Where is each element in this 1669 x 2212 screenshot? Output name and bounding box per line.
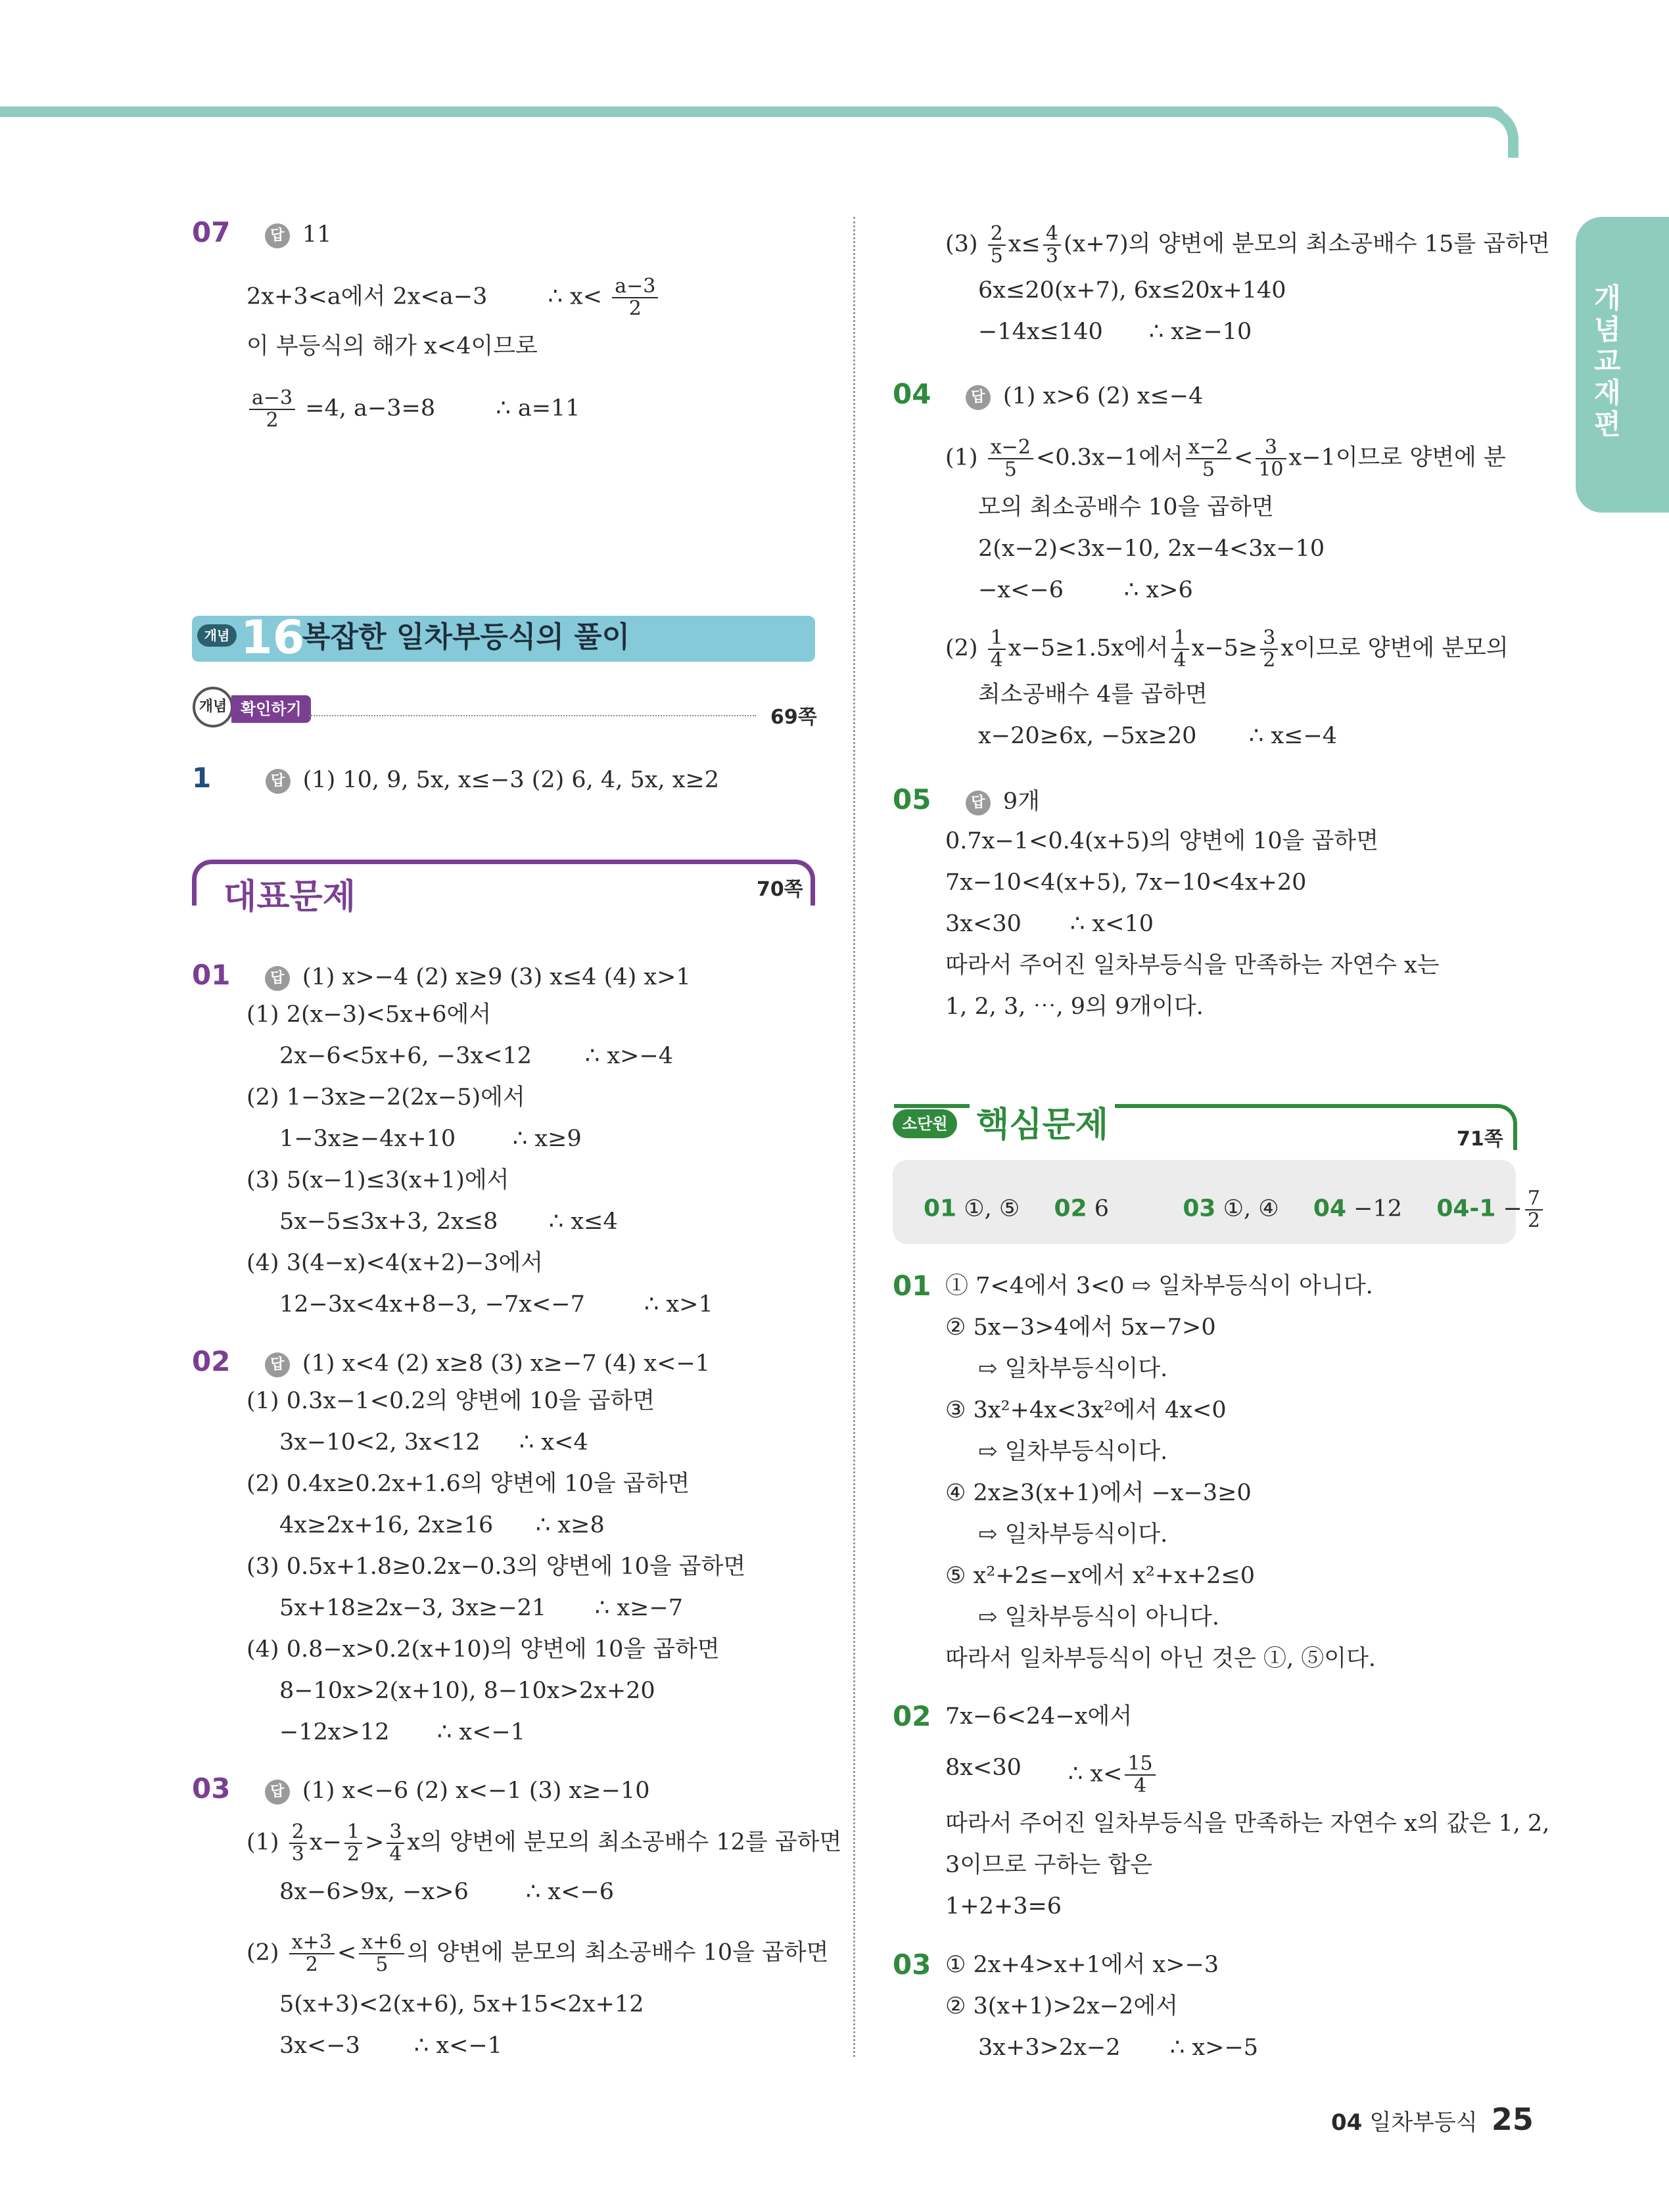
q03-part3: (3) $\frac{2}{5}$ x≤ $\frac{4}{3}$ (x+7)의 양변에 분모의 최소공배수 15를 곱하면 — [945, 222, 1550, 267]
footer-chapter: 일차부등식 — [1369, 2109, 1478, 2136]
footer — [1331, 2103, 1534, 2139]
core-page: 71쪽 — [1453, 1122, 1507, 1151]
side-tab-label: 개념교재편 — [1594, 282, 1621, 440]
q03-line: 5(x+3)<2(x+6), 5x+15<2x+12 — [279, 1991, 644, 2017]
answer-icon: 답 — [966, 385, 991, 410]
q07-step: =4, a−3=8 — [305, 395, 436, 422]
q02-number: 02 — [192, 1345, 231, 1377]
concept-badge: 개념 — [197, 624, 237, 647]
q01-header — [192, 961, 691, 992]
c01-line: ⇨ 일차부등식이 아니다. — [978, 1604, 1219, 1630]
q01-line: (4) 3(4−x)<4(x+2)−3에서 — [247, 1250, 544, 1276]
core-answer-val: ①, ⑤ — [964, 1195, 1020, 1222]
q05-answer: 9개 — [1002, 789, 1040, 815]
check-label: 확인하기 — [231, 695, 311, 723]
c03-result: ∴ x>−5 — [1170, 2035, 1259, 2061]
q04-line: −x<−6 — [978, 577, 1064, 603]
concept-number: 16 — [241, 611, 305, 664]
q04-header — [893, 380, 1203, 411]
c01-line: ③ 3x²+4x<3x²에서 4x<0 — [945, 1397, 1227, 1423]
c03-number: 03 — [893, 1948, 931, 1981]
core-title: 핵심문제 — [970, 1104, 1115, 1146]
q05-line: 3x<30 — [945, 911, 1022, 937]
core-answer-num: 01 — [924, 1195, 957, 1222]
fraction: $\frac{x+6}{5}$ — [359, 1932, 404, 1975]
q05-result: ∴ x<10 — [1070, 911, 1154, 937]
q03-part1: (1) $\frac{2}{3}$ x− $\frac{1}{2}$ > $\frac{3}{4}$ x의 양변에 분모의 최소공배수 12를 곱하면 — [247, 1820, 842, 1866]
check-page: 69쪽 — [770, 706, 817, 729]
c01-line: ① 7<4에서 3<0 ⇨ 일차부등식이 아니다. — [945, 1273, 1373, 1299]
fraction: $\frac{2}{3}$ — [289, 1822, 307, 1865]
q07-step: 2x+3<a에서 2x<a−3 — [247, 283, 488, 310]
q03-part2: (2) $\frac{x+3}{2}$ < $\frac{x+6}{5}$ 의 양변에 분모의 최소공배수 10을 곱하면 — [247, 1931, 829, 1976]
q03-line: 3x<−3 — [279, 2033, 360, 2059]
q01-number: 01 — [192, 959, 231, 991]
q07-number: 07 — [192, 216, 231, 248]
q07-result: ∴ a=11 — [496, 395, 580, 422]
q02-answer: (1) x<4 (2) x≥8 (3) x≥−7 (4) x<−1 — [302, 1350, 711, 1377]
c03-line: 3x+3>2x−2 — [978, 2035, 1121, 2061]
q01-line: (1) 2(x−3)<5x+6에서 — [247, 1002, 492, 1028]
q05-line: 1, 2, 3, ⋯, 9의 9개이다. — [945, 994, 1204, 1020]
c02-line: 따라서 주어진 일차부등식을 만족하는 자연수 x의 값은 1, 2, — [945, 1810, 1550, 1837]
q04-number: 04 — [893, 378, 931, 410]
q04-line: 2(x−2)<3x−10, 2x−4<3x−10 — [978, 536, 1325, 562]
core-answer-num: 02 — [1054, 1195, 1087, 1222]
q02-line: 8−10x>2(x+10), 8−10x>2x+20 — [279, 1678, 655, 1704]
c02-line: 7x−6<24−x에서 — [945, 1703, 1133, 1730]
rep-page: 70쪽 — [753, 873, 807, 902]
fraction: $\frac{3}{10}$ — [1256, 437, 1286, 480]
c01-line: ⇨ 일차부등식이다. — [978, 1439, 1168, 1465]
fraction: $\frac{4}{3}$ — [1043, 223, 1061, 267]
q02-line: 5x+18≥2x−3, 3x≥−21 — [279, 1595, 547, 1621]
q02-line: 4x≥2x+16, 2x≥16 — [279, 1512, 494, 1538]
q07-line2: 이 부등식의 해가 x<4이므로 — [247, 333, 538, 359]
q04-result: ∴ x≤−4 — [1249, 723, 1338, 749]
q07-line3 — [247, 388, 580, 431]
q01-result: ∴ x≥9 — [513, 1126, 582, 1152]
core-answer-val: ①, ④ — [1223, 1195, 1279, 1222]
answer-icon: 답 — [266, 769, 291, 794]
q03-result: ∴ x≥−10 — [1149, 319, 1252, 345]
core-answer-val: 6 — [1094, 1195, 1110, 1222]
c02-line: 3이므로 구하는 합은 — [945, 1852, 1152, 1878]
q04-line: 최소공배수 4를 곱하면 — [978, 681, 1208, 708]
q01-line: 1−3x≥−4x+10 — [279, 1126, 456, 1152]
q03-line: −14x≤140 — [978, 319, 1103, 345]
c02-number: 02 — [893, 1700, 931, 1732]
check-badge: 개념 — [193, 687, 233, 727]
c01-line: ② 5x−3>4에서 5x−7>0 — [945, 1314, 1216, 1341]
c03-line: ① 2x+4>x+1에서 x>−3 — [945, 1952, 1219, 1978]
c02-line: 1+2+3=6 — [945, 1893, 1062, 1920]
core-answers — [924, 1188, 1545, 1232]
fraction: $\frac{a-3}{2}$ — [249, 388, 295, 431]
q07-answer: 11 — [302, 221, 332, 248]
fraction: $\frac{3}{4}$ — [387, 1822, 404, 1865]
fraction: $\frac{x-2}{5}$ — [988, 437, 1033, 480]
q02-line: (1) 0.3x−1<0.2의 양변에 10을 곱하면 — [247, 1388, 655, 1414]
fraction: $\frac{2}{5}$ — [988, 223, 1006, 267]
q01-result: ∴ x>−4 — [585, 1043, 674, 1069]
q02-line: (4) 0.8−x>0.2(x+10)의 양변에 10을 곱하면 — [247, 1636, 720, 1663]
q03-number: 03 — [192, 1772, 231, 1805]
q01-line: (2) 1−3x≥−2(2x−5)에서 — [247, 1084, 525, 1111]
fraction: $\frac{x-2}{5}$ — [1186, 437, 1231, 480]
q1-row — [192, 764, 719, 795]
answer-icon: 답 — [265, 223, 290, 248]
q1-answer: (1) 10, 9, 5x, x≤−3 (2) 6, 4, 5x, x≥2 — [302, 767, 720, 793]
core-answer-val: −12 — [1353, 1195, 1403, 1222]
dotted-leader — [309, 715, 756, 716]
q07-line1 — [247, 276, 661, 319]
q07-result: ∴ x< — [548, 283, 603, 310]
q05-header — [893, 785, 1040, 816]
q01-result: ∴ x>1 — [644, 1291, 713, 1318]
q05-line: 0.7x−1<0.4(x+5)의 양변에 10을 곱하면 — [945, 828, 1379, 854]
q01-line: (3) 5(x−1)≤3(x+1)에서 — [247, 1167, 509, 1193]
q04-result: ∴ x>6 — [1124, 577, 1193, 603]
q01-result: ∴ x≤4 — [549, 1209, 618, 1235]
q01-line: 5x−5≤3x+3, 2x≤8 — [279, 1209, 498, 1235]
q01-answer: (1) x>−4 (2) x≥9 (3) x≤4 (4) x>1 — [302, 964, 691, 990]
q04-part1: (1) $\frac{x-2}{5}$ <0.3x−1에서 $\frac{x-2}{5}$ < $\frac{3}{10}$ x−1이므로 양변에 분 — [945, 436, 1506, 481]
c02-result: ∴ x< $\frac{15}{4}$ — [1068, 1753, 1158, 1797]
c01-line: ⇨ 일차부등식이다. — [978, 1521, 1168, 1548]
q02-line: (3) 0.5x+1.8≥0.2x−0.3의 양변에 10을 곱하면 — [247, 1554, 746, 1580]
c01-line: ④ 2x≥3(x+1)에서 −x−3≥0 — [945, 1480, 1252, 1506]
q05-number: 05 — [893, 783, 931, 816]
q02-line: 3x−10<2, 3x<12 — [279, 1429, 481, 1456]
q01-line: 12−3x<4x+8−3, −7x<−7 — [279, 1291, 585, 1318]
q02-line: −12x>12 — [279, 1719, 390, 1745]
answer-icon: 답 — [265, 966, 290, 991]
q03-result: ∴ x<−1 — [414, 2033, 503, 2059]
q02-result: ∴ x<4 — [519, 1429, 588, 1456]
q01-line: 2x−6<5x+6, −3x<12 — [279, 1043, 532, 1069]
fraction: $\frac{15}{4}$ — [1125, 1753, 1155, 1797]
fraction: $\frac{1}{2}$ — [344, 1822, 362, 1865]
answer-icon: 답 — [265, 1780, 290, 1805]
top-border-curve — [1479, 106, 1518, 158]
core-answer-num: 03 — [1183, 1195, 1216, 1222]
q1-number: 1 — [192, 762, 212, 794]
q03-line: 8x−6>9x, −x>6 — [279, 1879, 469, 1905]
fraction: $\frac{x+3}{2}$ — [289, 1932, 335, 1975]
c01-line: ⑤ x²+2≤−x에서 x²+x+2≤0 — [945, 1563, 1256, 1589]
core-answer-val: − — [1503, 1195, 1522, 1222]
fraction: $\frac{3}{2}$ — [1260, 628, 1278, 671]
side-tab — [1576, 217, 1669, 513]
q02-header — [192, 1347, 710, 1378]
c01-number: 01 — [893, 1270, 931, 1302]
q05-line: 7x−10<4(x+5), 7x−10<4x+20 — [945, 869, 1307, 896]
q07-header — [192, 218, 331, 249]
fraction: $\frac{1}{4}$ — [1171, 628, 1189, 671]
fraction: $\frac{a-3}{2}$ — [612, 276, 658, 319]
rep-title: 대표문제 — [217, 869, 362, 918]
q02-result: ∴ x<−1 — [437, 1719, 526, 1745]
footer-chapter-num: 04 — [1331, 2109, 1363, 2136]
core-badge: 소단원 — [893, 1109, 957, 1138]
c03-line: ② 3(x+1)>2x−2에서 — [945, 1993, 1178, 2019]
fraction: $\frac{7}{2}$ — [1525, 1188, 1543, 1232]
q04-part2: (2) $\frac{1}{4}$ x−5≥1.5x에서 $\frac{1}{4}$ x−5≥ $\frac{3}{2}$ x이므로 양변에 분모의 — [945, 626, 1509, 672]
q02-line: (2) 0.4x≥0.2x+1.6의 양변에 10을 곱하면 — [247, 1471, 690, 1497]
c01-line: ⇨ 일차부등식이다. — [978, 1356, 1168, 1382]
q04-line: x−20≥6x, −5x≥20 — [978, 723, 1197, 749]
q04-answer: (1) x>6 (2) x≤−4 — [1002, 383, 1204, 409]
q02-result: ∴ x≥−7 — [595, 1595, 684, 1621]
q03-answer: (1) x<−6 (2) x<−1 (3) x≥−10 — [302, 1778, 650, 1804]
q03-header — [192, 1774, 649, 1805]
q04-line: 모의 최소공배수 10을 곱하면 — [978, 494, 1274, 520]
q03-result: ∴ x<−6 — [526, 1879, 615, 1905]
answer-icon: 답 — [966, 791, 991, 816]
page-number: 25 — [1491, 2102, 1534, 2137]
c01-line: 따라서 일차부등식이 아닌 것은 ①, ⑤이다. — [945, 1646, 1376, 1672]
answer-icon: 답 — [265, 1352, 290, 1377]
q05-line: 따라서 주어진 일차부등식을 만족하는 자연수 x는 — [945, 952, 1440, 979]
q03-line: 6x≤20(x+7), 6x≤20x+140 — [978, 277, 1286, 304]
top-border — [0, 106, 1505, 117]
c02-line: 8x<30 — [945, 1755, 1022, 1781]
column-divider — [853, 217, 855, 2057]
q02-result: ∴ x≥8 — [536, 1512, 605, 1538]
core-answer-num: 04 — [1313, 1195, 1347, 1222]
concept-title: 복잡한 일차부등식의 풀이 — [302, 620, 630, 654]
fraction: $\frac{1}{4}$ — [988, 628, 1006, 671]
core-answer-num: 04-1 — [1436, 1195, 1496, 1222]
